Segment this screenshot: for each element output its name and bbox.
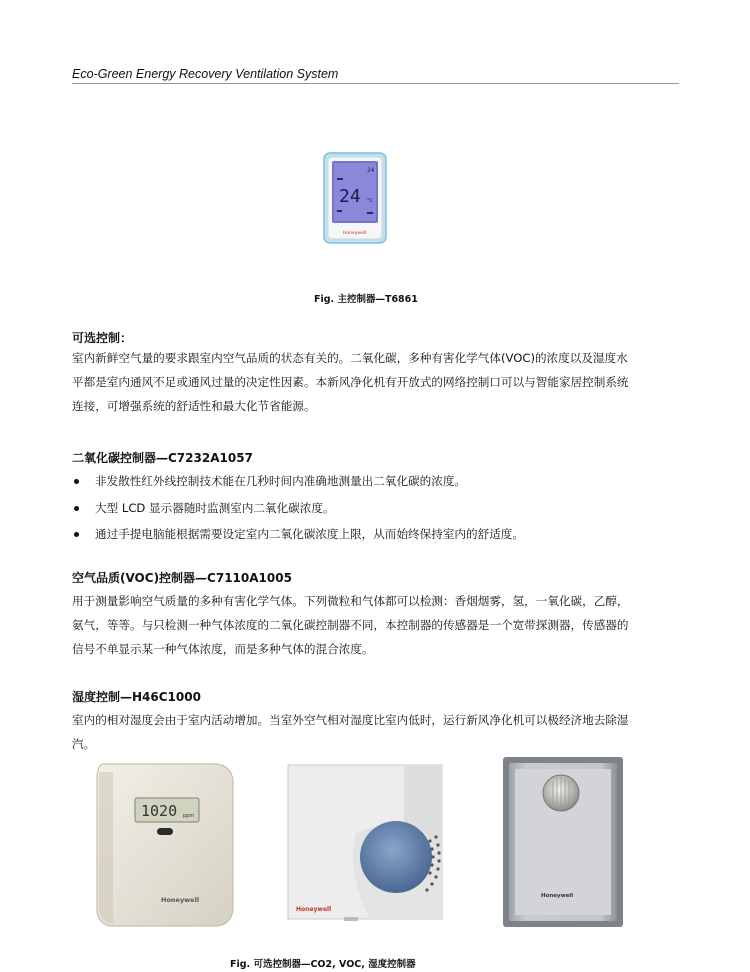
co2-bullet-list [72, 469, 680, 549]
voc-line-3: 信号不单显示某一种气体浓度，而是多种气体的混合浓度。 [72, 642, 374, 656]
co2-controller-image [95, 760, 235, 928]
voc-line-2: 氨气，等等。与只检测一种气体浓度的二氧化碳控制器不同，本控制器的传感器是一个宽带探测器，传感器的 [72, 618, 629, 632]
voc-line-1: 用于测量影响空气质量的多种有害化学气体。下列微粒和气体都可以检测：香烟烟雾，氢，一氧化碳，乙醇， [72, 594, 629, 608]
thermostat-temperature-readout: 24 [339, 186, 361, 207]
thermostat-brand: Honeywell [343, 231, 367, 236]
humidity-line-1: 室内的相对湿度会由于室内活动增加。当室外空气相对湿度比室内低时，运行新风净化机可以极经济地去除湿 [72, 713, 629, 727]
co2-bullet-3: 通过手提电脑能根据需要设定室内二氧化碳浓度上限，从而始终保持室内的舒适度。 [72, 522, 680, 549]
optional-control-title: 可选控制： [72, 331, 133, 345]
humidity-brand: Honeywell [541, 893, 574, 899]
humidity-line-2: 汽。 [72, 737, 96, 751]
co2-readout: 1020 [141, 802, 178, 820]
humidity-section-title: 湿度控制—H46C1000 [72, 690, 201, 704]
co2-readout-unit: ppm [183, 813, 195, 819]
voc-controller-image [286, 763, 446, 923]
humidity-controller-image [501, 755, 625, 929]
main-controller-caption: Fig. 主控制器—T6861 [314, 294, 418, 305]
co2-brand: Honeywell [161, 896, 200, 904]
co2-bullet-2: 大型 LCD 显示器随时监测室内二氧化碳浓度。 [72, 496, 680, 523]
optional-control-line-2: 平都是室内通风不足或通风过量的决定性因素。本新风净化机有开放式的网络控制口可以与智能家居控制系统 [72, 375, 629, 389]
co2-section-title: 二氧化碳控制器—C7232A1057 [72, 451, 253, 465]
document-header: Eco-Green Energy Recovery Ventilation System [72, 67, 679, 84]
voc-paragraph [72, 589, 680, 661]
thermostat-small-readout: 24 [367, 167, 375, 174]
optional-control-paragraph [72, 346, 680, 418]
co2-bullet-1: 非发散性红外线控制技术能在几秒时间内准确地测量出二氧化碳的浓度。 [72, 469, 680, 496]
thermostat-unit: °C [367, 198, 373, 204]
voc-brand: Honeywell [296, 906, 332, 913]
optional-control-line-1: 室内新鲜空气量的要求跟室内空气品质的状态有关的。二氧化碳，多种有害化学气体(VOC)的浓度以及湿度水 [72, 351, 628, 365]
optional-controllers-caption: Fig. 可选控制器—CO2, VOC, 湿度控制器 [230, 959, 416, 970]
humidity-paragraph [72, 708, 680, 756]
optional-control-line-3: 连接，可增强系统的舒适性和最大化节省能源。 [72, 399, 316, 413]
thermostat-t6861-image [323, 152, 387, 244]
voc-section-title: 空气品质(VOC)控制器—C7110A1005 [72, 571, 292, 585]
